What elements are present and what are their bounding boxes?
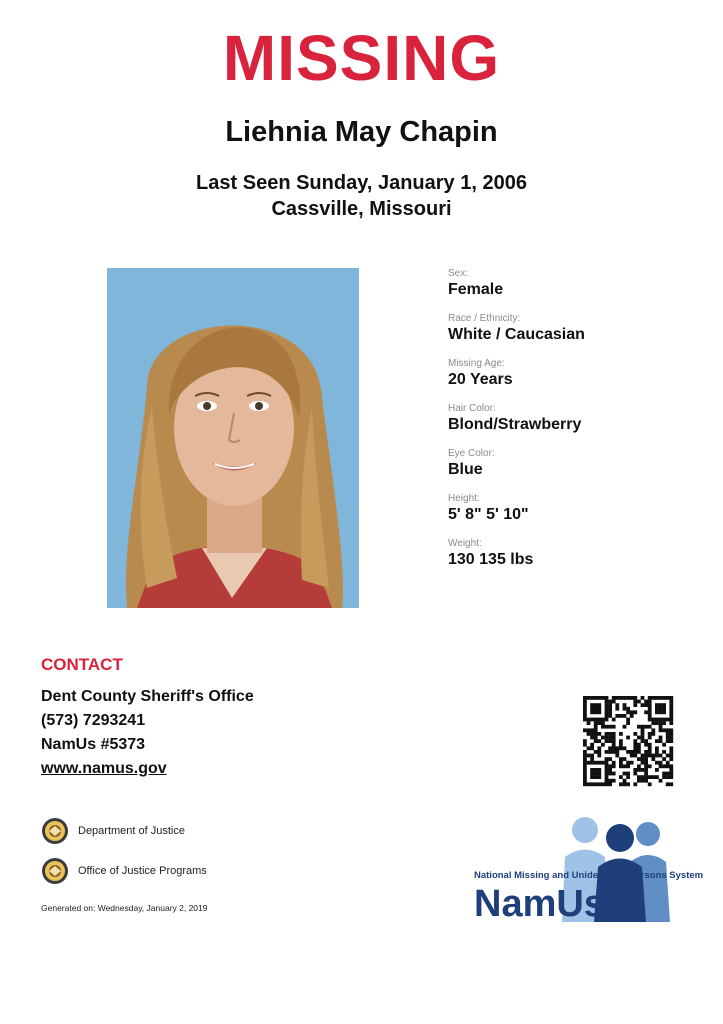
detail-value: 5' 8" 5' 10" (448, 506, 529, 523)
detail-age (448, 358, 708, 390)
namus-tagline: National Missing and Unidentified Persons System (474, 870, 704, 881)
detail-race (448, 313, 708, 345)
detail-hair (448, 403, 708, 435)
detail-value: White / Caucasian (448, 326, 585, 343)
person-photo (107, 268, 359, 608)
detail-label: Hair Color: (448, 403, 496, 414)
contact-phone: (573) 7293241 (41, 712, 146, 729)
detail-height (448, 493, 708, 525)
detail-value: Female (448, 281, 504, 298)
doj-seal-icon (41, 817, 69, 845)
details-panel (448, 268, 708, 583)
qr-code (583, 696, 673, 786)
doj-label: Department of Justice (78, 825, 185, 837)
ojp-seal-icon (41, 857, 69, 885)
generated-date: Generated on: Wednesday, January 2, 2019 (41, 903, 208, 913)
detail-value: 130 135 lbs (448, 551, 534, 568)
detail-value: Blue (448, 461, 483, 478)
detail-label: Eye Color: (448, 448, 495, 459)
ojp-label: Office of Justice Programs (78, 865, 207, 877)
detail-weight (448, 538, 708, 570)
contact-agency: Dent County Sheriff's Office (41, 688, 254, 705)
missing-headline: MISSING (222, 22, 501, 94)
contact-heading: CONTACT (41, 655, 123, 674)
detail-value: 20 Years (448, 371, 513, 388)
contact-website-link[interactable]: www.namus.gov (41, 760, 167, 777)
doj-agency (41, 817, 185, 845)
contact-case-number: NamUs #5373 (41, 736, 146, 753)
person-name: Liehnia May Chapin (225, 116, 498, 148)
detail-sex (448, 268, 708, 300)
contact-block (41, 685, 254, 781)
namus-wordmark: NamUs (474, 883, 605, 925)
last-seen-date: Last Seen Sunday, January 1, 2006 (196, 172, 527, 194)
detail-label: Sex: (448, 268, 469, 279)
detail-label: Race / Ethnicity: (448, 313, 521, 324)
namus-logo (470, 812, 704, 925)
ojp-agency (41, 857, 207, 885)
last-seen-location: Cassville, Missouri (271, 198, 452, 220)
detail-eye (448, 448, 708, 480)
last-seen-block (0, 170, 723, 222)
detail-label: Height: (448, 493, 480, 504)
detail-value: Blond/Strawberry (448, 416, 582, 433)
detail-label: Weight: (448, 538, 482, 549)
detail-label: Missing Age: (448, 358, 505, 369)
